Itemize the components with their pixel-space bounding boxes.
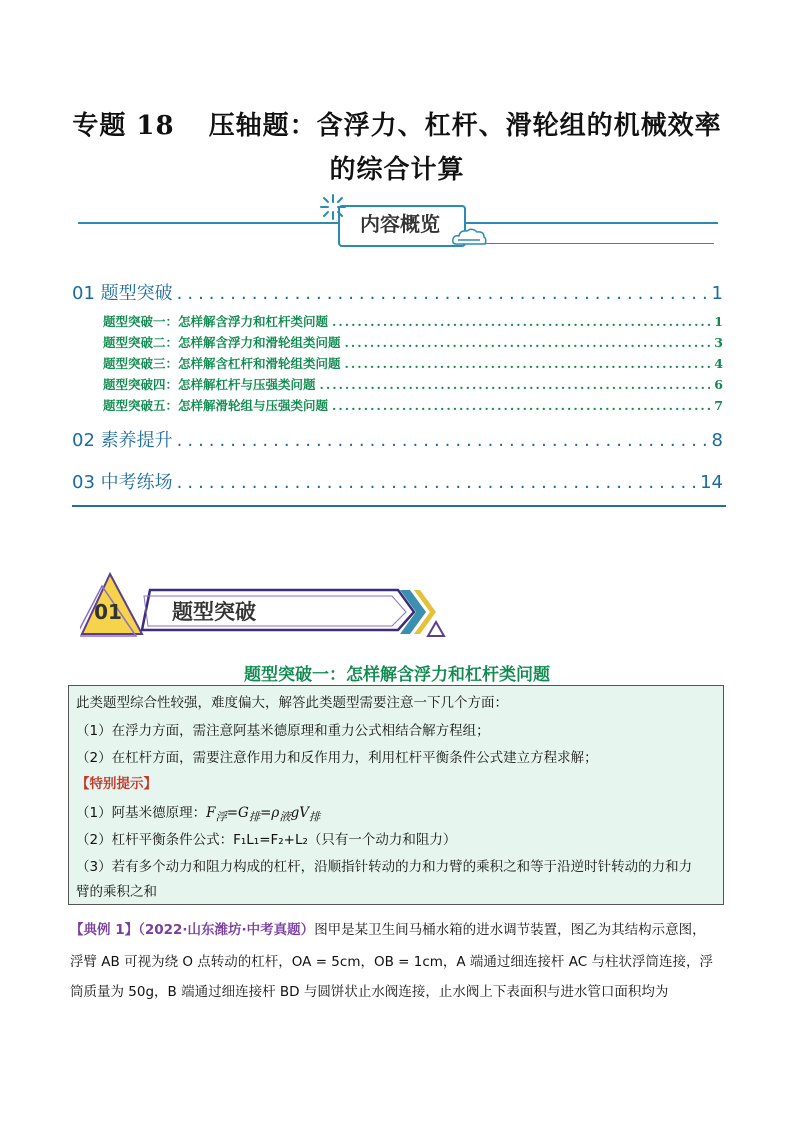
toc-label: 题型突破三：怎样解含杠杆和滑轮组类问题 bbox=[103, 356, 341, 371]
tip-point-1: （1）在浮力方面，需注意阿基米德原理和重力公式相结合解方程组； bbox=[76, 723, 490, 739]
section-title: 题型突破 bbox=[172, 600, 256, 624]
toc-label: 题型突破五：怎样解滑轮组与压强类问题 bbox=[103, 398, 329, 413]
tip-point-3-line-1: （3）若有多个动力和阻力构成的杠杆，沿顺指针转动的力和力臂的乘积之和等于沿逆时针转动的力和力 bbox=[76, 859, 693, 875]
buoyancy-formula: $F_浮=G_排=\rho_液gV_排$ bbox=[206, 805, 321, 824]
toc-divider bbox=[72, 505, 726, 507]
toc-page: 6 bbox=[714, 377, 723, 392]
example-source: （2022·山东潍坊·中考真题） bbox=[138, 922, 315, 938]
toc-leader bbox=[177, 430, 708, 451]
toc-entry-01[interactable] bbox=[72, 279, 723, 305]
toc-page: 7 bbox=[714, 398, 723, 413]
toc-page: 3 bbox=[714, 335, 723, 350]
toc-page: 4 bbox=[714, 356, 723, 371]
toc-page: 1 bbox=[714, 314, 723, 329]
toc-entry-03[interactable] bbox=[72, 468, 723, 494]
toc-label: 题型突破四：怎样解杠杆与压强类问题 bbox=[103, 377, 316, 392]
topic-subheading: 题型突破一：怎样解含浮力和杠杆类问题 bbox=[244, 665, 550, 685]
example-tag: 【典例 1】 bbox=[70, 922, 139, 938]
toc-entry-sub2[interactable] bbox=[103, 333, 723, 351]
title-main: 压轴题：含浮力、杠杆、滑轮组的机械效率 bbox=[208, 111, 722, 141]
document-title bbox=[60, 104, 734, 192]
overview-label: 内容概览 bbox=[360, 212, 440, 236]
section-number: 01 bbox=[94, 600, 122, 624]
toc-page: 1 bbox=[711, 283, 723, 304]
toc-entry-sub5[interactable] bbox=[103, 396, 723, 414]
toc-leader bbox=[177, 283, 708, 304]
toc-entry-sub4[interactable] bbox=[103, 375, 723, 393]
toc-label: 03 中考练场 bbox=[72, 472, 173, 493]
toc-label: 02 素养提升 bbox=[72, 430, 173, 451]
toc-entry-02[interactable] bbox=[72, 426, 723, 452]
toc-leader bbox=[345, 356, 711, 371]
toc-label: 题型突破一：怎样解含浮力和杠杆类问题 bbox=[103, 314, 329, 329]
tip-formula-prefix: （1）阿基米德原理： bbox=[76, 805, 207, 821]
tip-formula-2: （2）杠杆平衡条件公式：F₁L₁=F₂+L₂（只有一个动力和阻力） bbox=[76, 832, 457, 848]
toc-page: 8 bbox=[711, 430, 723, 451]
example-line-1 bbox=[70, 918, 706, 938]
toc-page: 14 bbox=[700, 472, 723, 493]
tip-point-3-line-2: 臂的乘积之和 bbox=[76, 884, 157, 900]
toc-label: 题型突破二：怎样解含浮力和滑轮组类问题 bbox=[103, 335, 341, 350]
toc-leader bbox=[332, 314, 710, 329]
cloud-icon bbox=[450, 226, 488, 248]
title-line2: 的综合计算 bbox=[329, 155, 465, 185]
title-prefix: 专题 18 bbox=[72, 111, 175, 141]
tip-point-2: （2）在杠杆方面，需要注意作用力和反作用力，利用杠杆平衡条件公式建立方程求解； bbox=[76, 750, 598, 766]
example-line-2: 浮臂 AB 可视为绕 O 点转动的杠杆，OA = 5cm，OB = 1cm，A 端通过细连接杆 AC 与柱状浮筒连接，浮 bbox=[70, 954, 713, 970]
tip-intro: 此类题型综合性较强，难度偏大，解答此类题型需要注意一下几个方面： bbox=[76, 695, 508, 711]
toc-leader bbox=[320, 377, 711, 392]
tip-formula-1 bbox=[76, 801, 320, 825]
example-line-3: 筒质量为 50g，B 端通过细连接杆 BD 与圆饼状止水阀连接，止水阀上下表面积与进水管口面积均为 bbox=[70, 984, 669, 1000]
example-text: 图甲是某卫生间马桶水箱的进水调节装置，图乙为其结构示意图， bbox=[314, 922, 706, 938]
toc-leader bbox=[332, 398, 710, 413]
sparkle-icon bbox=[318, 192, 348, 222]
toc-entry-sub1[interactable] bbox=[103, 312, 723, 330]
toc-entry-sub3[interactable] bbox=[103, 354, 723, 372]
section-banner bbox=[80, 572, 450, 640]
toc-leader bbox=[345, 335, 711, 350]
special-tip-label: 【特别提示】 bbox=[76, 776, 157, 792]
toc-leader bbox=[177, 472, 696, 493]
toc-label: 01 题型突破 bbox=[72, 283, 173, 304]
